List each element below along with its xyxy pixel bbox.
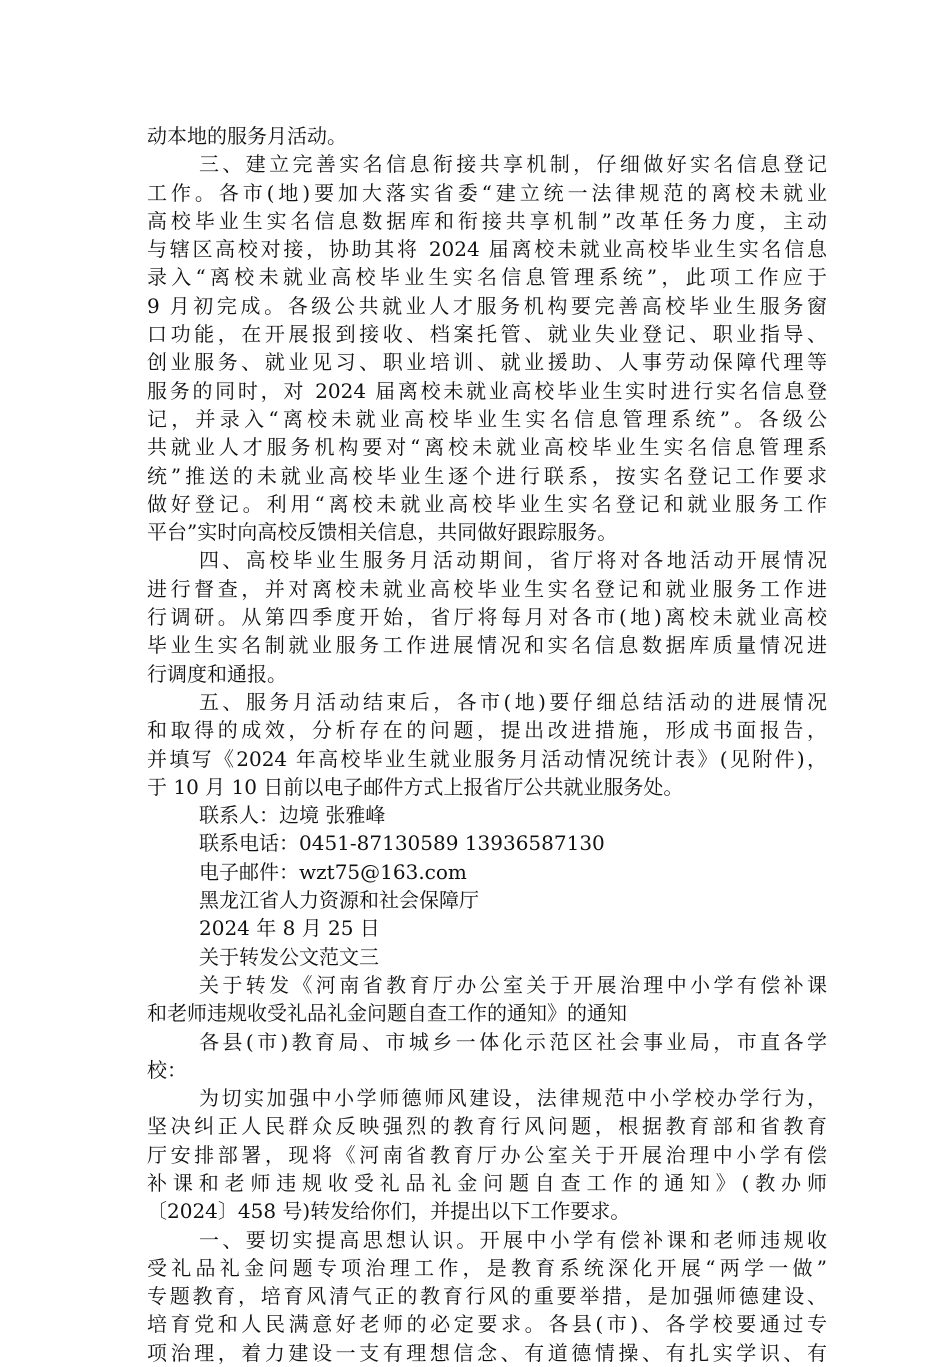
text-line: 四、高校毕业生服务月活动期间，省厅将对各地活动开展情况 (199, 548, 827, 573)
text-line: 关于转发公文范文三 (199, 944, 379, 969)
text-line: 并填写《2024 年高校毕业生就业服务月活动情况统计表》(见附件)， (147, 746, 827, 771)
text-line: 培育党和人民满意好老师的必定要求。各县(市)、各学校要通过专 (147, 1312, 827, 1337)
text-line: 五、服务月活动结束后，各市(地)要仔细总结活动的进展情况 (199, 689, 827, 714)
text-line: 电子邮件：wzt75@163.com (199, 859, 467, 884)
text-line: 9 月初完成。各级公共就业人才服务机构要完善高校毕业生服务窗 (147, 293, 827, 318)
text-line: 工作。各市(地)要加大落实省委“建立统一法律规范的离校未就业 (147, 180, 827, 205)
text-line: 受礼品礼金问题专项治理工作，是教育系统深化开展“两学一做” (147, 1255, 827, 1280)
text-line: 服务的同时，对 2024 届离校未就业高校毕业生实时进行实名信息登 (147, 378, 827, 403)
text-line: 进行督查，并对离校未就业高校毕业生实名登记和就业服务工作进 (147, 576, 827, 601)
text-line: 2024 年 8 月 25 日 (199, 916, 380, 941)
text-line: 厅安排部署，现将《河南省教育厅办公室关于开展治理中小学有偿 (147, 1142, 827, 1167)
text-line: 为切实加强中小学师德师风建设，法律规范中小学校办学行为， (199, 1086, 827, 1111)
text-line: 专题教育，培育风清气正的教育行风的重要举措，是加强师德建设、 (147, 1284, 827, 1309)
text-line: 高校毕业生实名信息数据库和衔接共享机制”改革任务力度，主动 (147, 208, 827, 233)
text-line: 校： (147, 1057, 187, 1082)
text-line: 记，并录入“离校未就业高校毕业生实名信息管理系统”。各级公 (147, 406, 827, 431)
text-line: 坚决纠正人民群众反映强烈的教育行风问题，根据教育部和省教育 (147, 1114, 827, 1139)
text-line: 关于转发《河南省教育厅办公室关于开展治理中小学有偿补课 (199, 972, 827, 997)
text-line: 联系人：边境 张雅峰 (199, 803, 386, 828)
text-line: 平台”实时向高校反馈相关信息，共同做好跟踪服务。 (147, 520, 618, 545)
text-line: 〔2024〕458 号)转发给你们，并提出以下工作要求。 (147, 1199, 631, 1224)
text-line: 统”推送的未就业高校毕业生逐个进行联系，按实名登记工作要求 (147, 463, 827, 488)
text-line: 各县(市)教育局、市城乡一体化示范区社会事业局，市直各学 (199, 1029, 827, 1054)
document-body (147, 122, 827, 1367)
text-line: 黑龙江省人力资源和社会保障厅 (199, 888, 479, 913)
text-line: 录入“离校未就业高校毕业生实名信息管理系统”，此项工作应于 (147, 265, 827, 290)
text-line: 三、建立完善实名信息衔接共享机制，仔细做好实名信息登记 (199, 152, 827, 177)
text-line: 一、要切实提高思想认识。开展中小学有偿补课和老师违规收 (199, 1227, 827, 1252)
text-line: 和老师违规收受礼品礼金问题自查工作的通知》的通知 (147, 1001, 627, 1026)
text-line: 和取得的成效，分析存在的问题，提出改进措施，形成书面报告， (147, 718, 827, 743)
text-line: 动本地的服务月活动。 (147, 124, 347, 148)
text-line: 于 10 月 10 日前以电子邮件方式上报省厅公共就业服务处。 (147, 774, 684, 799)
text-line: 行调研。从第四季度开始，省厅将每月对各市(地)离校未就业高校 (147, 605, 827, 630)
text-line: 行调度和通报。 (147, 661, 287, 686)
text-line: 补课和老师违规收受礼品礼金问题自查工作的通知》(教办师 (147, 1170, 827, 1195)
text-line: 联系电话：0451-87130589 13936587130 (199, 831, 605, 856)
text-line: 毕业生实名制就业服务工作进展情况和实名信息数据库质量情况进 (147, 633, 827, 658)
text-line: 口功能，在开展报到接收、档案托管、就业失业登记、职业指导、 (147, 322, 827, 347)
text-line: 与辖区高校对接，协助其将 2024 届离校未就业高校毕业生实名信息 (147, 237, 827, 262)
text-line: 创业服务、就业见习、职业培训、就业援助、人事劳动保障代理等 (147, 350, 827, 375)
text-line: 项治理，着力建设一支有理想信念、有道德情操、有扎实学识、有 (147, 1340, 827, 1365)
text-line: 做好登记。利用“离校未就业高校毕业生实名登记和就业服务工作 (147, 491, 827, 516)
text-line: 共就业人才服务机构要对“离校未就业高校毕业生实名信息管理系 (147, 435, 827, 460)
